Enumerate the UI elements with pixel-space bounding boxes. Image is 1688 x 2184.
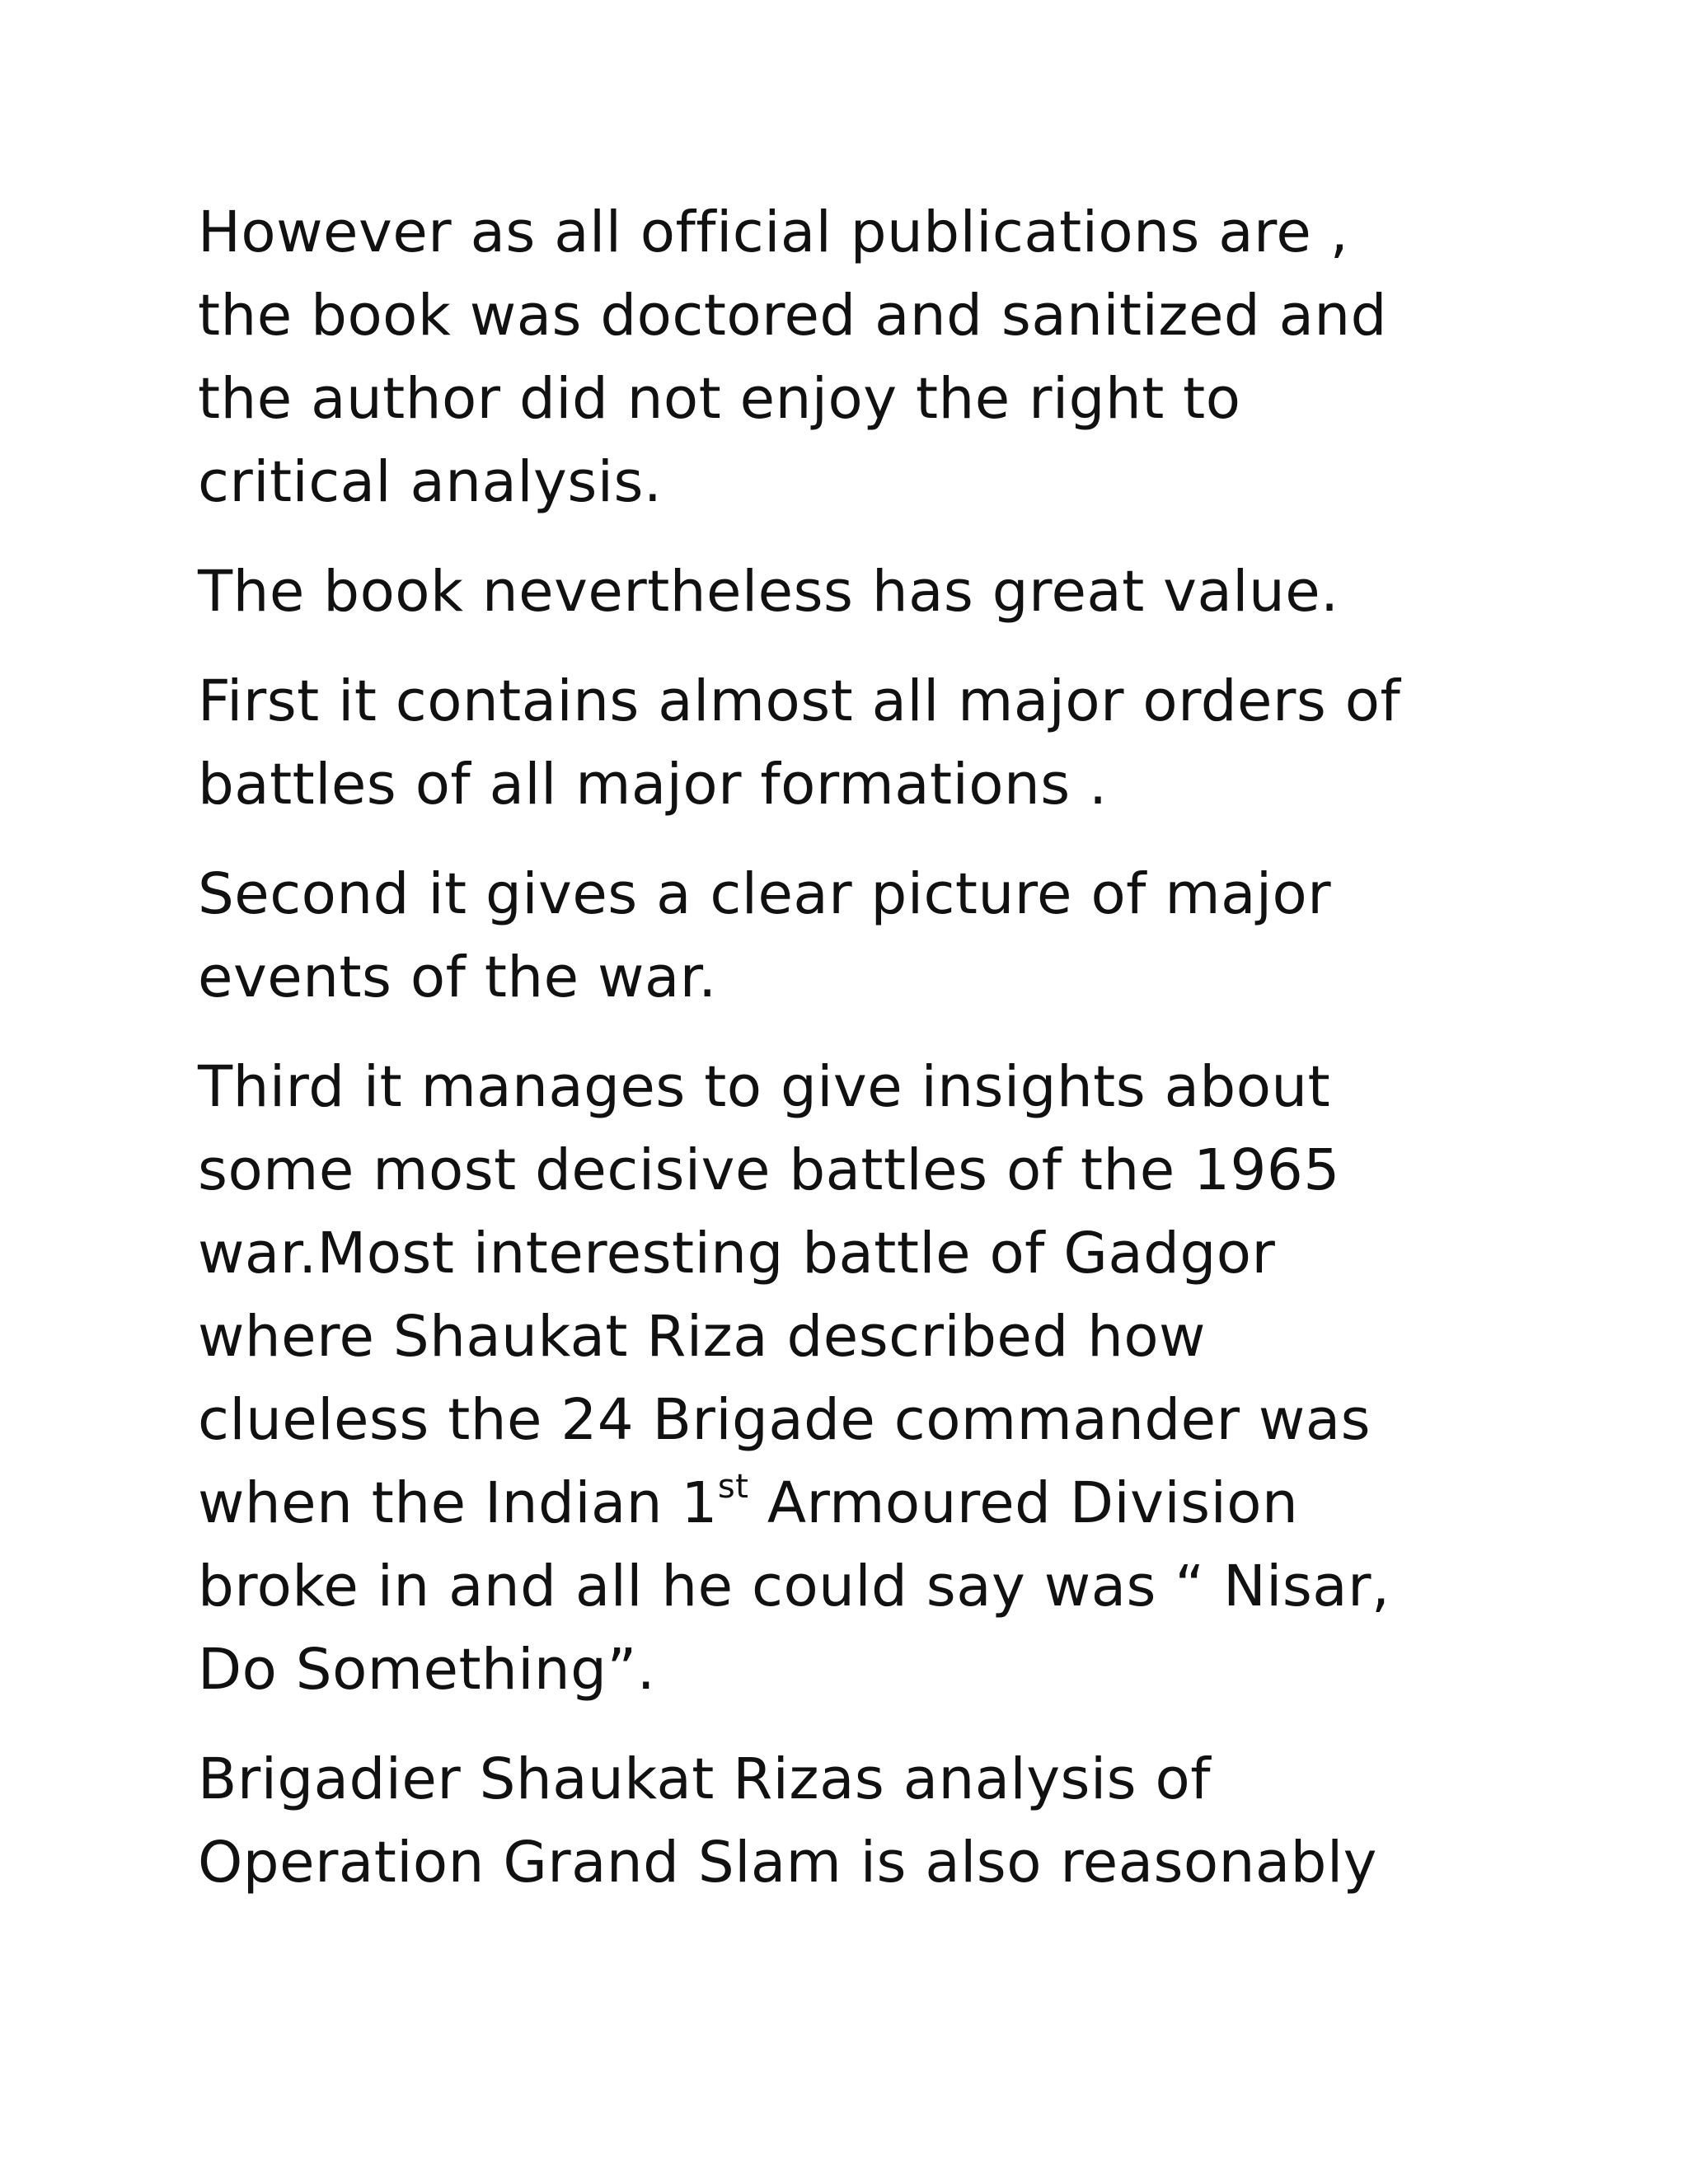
text-line: Operation Grand Slam is also reasonably xyxy=(198,1830,1377,1896)
text-line: However as all official publications are , xyxy=(198,199,1349,265)
text-line-ordinal xyxy=(198,1462,1533,1545)
paragraph-great-value xyxy=(198,551,1533,634)
paragraph-second xyxy=(198,853,1533,1019)
text-line: Third it manages to give insights about xyxy=(198,1054,1331,1120)
text-line: Do Something”. xyxy=(198,1637,656,1703)
text-line: The book nevertheless has great value. xyxy=(198,559,1339,625)
body-text xyxy=(198,191,1533,1931)
text-line: battles of all major formations . xyxy=(198,752,1108,818)
text-line: some most decisive battles of the 1965 xyxy=(198,1137,1340,1203)
text-line: broke in and all he could say was “ Nisar, xyxy=(198,1554,1390,1619)
ordinal-suffix: Armoured Division xyxy=(748,1470,1299,1536)
text-line: the author did not enjoy the right to xyxy=(198,366,1241,432)
text-line: war.Most interesting battle of Gadgor xyxy=(198,1221,1276,1286)
text-line: Brigadier Shaukat Rizas analysis of xyxy=(198,1746,1212,1812)
text-line: where Shaukat Riza described how xyxy=(198,1304,1206,1370)
paragraph-grand-slam xyxy=(198,1738,1533,1905)
text-line: First it contains almost all major orders of xyxy=(198,668,1401,734)
ordinal-prefix: when the Indian 1 xyxy=(198,1470,718,1536)
paragraph-third xyxy=(198,1046,1533,1712)
text-line: the book was doctored and sanitized and xyxy=(198,283,1387,349)
text-line: Second it gives a clear picture of major xyxy=(198,861,1332,927)
text-line: critical analysis. xyxy=(198,449,663,515)
ordinal-superscript: st xyxy=(717,1468,749,1506)
text-line: clueless the 24 Brigade commander was xyxy=(198,1387,1372,1453)
text-line: events of the war. xyxy=(198,944,717,1010)
paragraph-official-publications xyxy=(198,191,1533,524)
paragraph-first xyxy=(198,660,1533,827)
